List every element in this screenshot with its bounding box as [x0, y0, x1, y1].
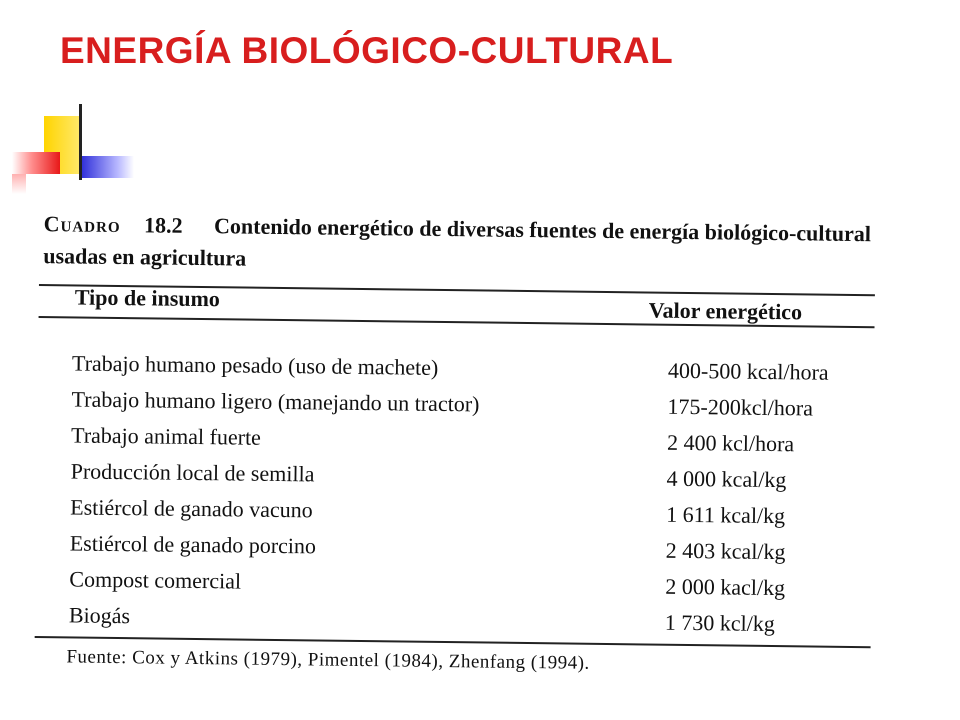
cell-insumo: Compost comercial — [69, 566, 242, 594]
cell-insumo: Trabajo humano pesado (uso de machete) — [71, 350, 439, 380]
cell-insumo: Trabajo animal fuerte — [70, 422, 262, 450]
table-source: Fuente: Cox y Atkins (1979), Pimentel (1984), Zhenfang (1994). — [66, 646, 590, 674]
caption-label: Cuadro — [43, 211, 121, 238]
cell-valor: 1 730 kcl/kg — [664, 609, 776, 637]
cell-valor: 2 400 kcl/hora — [666, 429, 795, 457]
cell-valor: 1 611 kcal/kg — [666, 501, 786, 529]
cell-valor: 2 403 kcal/kg — [665, 537, 786, 565]
header-valor-energetico: Valor energético — [648, 297, 803, 325]
table-caption — [43, 208, 884, 282]
cell-valor: 400-500 kcal/hora — [667, 357, 829, 385]
cell-insumo: Biogás — [68, 602, 131, 629]
cell-valor: 2 000 kacl/kg — [665, 573, 786, 601]
cell-valor: 175-200kcl/hora — [667, 393, 814, 421]
cell-insumo: Estiércol de ganado porcino — [69, 530, 317, 559]
caption-number: 18.2 — [143, 212, 183, 238]
scanned-table — [30, 200, 886, 700]
cell-valor: 4 000 kcal/kg — [666, 465, 787, 493]
caption-text: Contenido energético de diversas fuentes de energía biológico-cultural usadas en agricultura — [43, 213, 872, 271]
cell-insumo: Trabajo humano ligero (manejando un tractor) — [71, 386, 480, 417]
decorative-blocks-icon — [0, 100, 140, 200]
header-tipo-insumo: Tipo de insumo — [74, 284, 221, 312]
cell-insumo: Estiércol de ganado vacuno — [70, 494, 313, 523]
cell-insumo: Producción local de semilla — [70, 458, 315, 487]
slide-title: ENERGÍA BIOLÓGICO-CULTURAL — [60, 30, 674, 71]
